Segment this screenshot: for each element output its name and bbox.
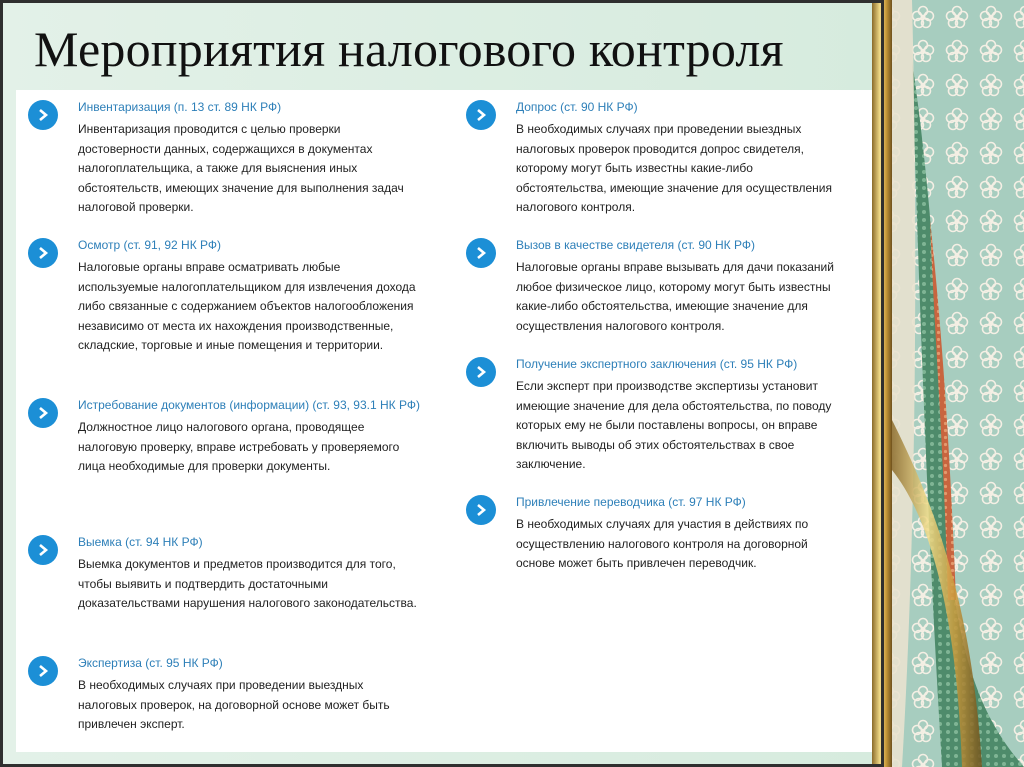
item-text: В необходимых случаях для участия в действиях по осуществлению налогового контроля на договорной основе может быть привлечен переводчик. — [516, 517, 809, 570]
item-text: В необходимых случаях при проведении выездных налоговых проверок проводится допрос свидетеля, которому могут быть известны какие-либо обстоятельства, имеющие значение для осуществления налогового контроля. — [516, 122, 832, 214]
chevron-right-icon — [28, 100, 58, 130]
item-title: Экспертиза (ст. 95 НК РФ) — [78, 656, 223, 670]
item-text: Если эксперт при производстве экспертизы установит имеющие значение для дела обстоятельства, по поводу которых ему не были поставлены вопросы, он вправе включить выводы об этих обстоятельствах в свое заключение. — [516, 379, 832, 471]
chevron-right-icon — [28, 535, 58, 565]
decorative-border — [872, 0, 1024, 767]
content-panel — [16, 90, 872, 752]
chevron-right-icon — [28, 398, 58, 428]
list-item — [26, 533, 421, 654]
item-title: Вызов в качестве свидетеля (ст. 90 НК РФ) — [516, 238, 755, 252]
item-text: В необходимых случаях при проведении выездных налоговых проверок, на договорной основе может быть привлечен эксперт. — [78, 678, 390, 731]
list-item — [464, 493, 844, 583]
item-title: Осмотр (ст. 91, 92 НК РФ) — [78, 238, 222, 252]
list-item — [464, 355, 844, 493]
chevron-right-icon — [28, 238, 58, 268]
item-title: Получение экспертного заключения (ст. 95 НК РФ) — [516, 357, 798, 371]
chevron-right-icon — [28, 656, 58, 686]
list-item — [464, 98, 844, 236]
page-title: Мероприятия налогового контроля — [34, 21, 784, 77]
chevron-right-icon — [466, 238, 496, 268]
item-title: Допрос (ст. 90 НК РФ) — [516, 100, 638, 114]
list-item — [26, 654, 421, 744]
item-title: Привлечение переводчика (ст. 97 НК РФ) — [516, 495, 746, 509]
item-title: Истребование документов (информации) (ст. 93, 93.1 НК РФ) — [78, 398, 420, 412]
left-column — [26, 98, 421, 744]
right-column — [464, 98, 844, 583]
item-text: Налоговые органы вправе осматривать любые используемые налогоплательщиком для извлечения дохода либо связанные с содержанием объектов налогообложения независимо от места их нахождения производственные, складские, торговые и иные помещения и территории. — [78, 260, 416, 352]
list-item — [26, 98, 421, 236]
list-item — [464, 236, 844, 355]
list-item — [26, 236, 421, 396]
list-item — [26, 396, 421, 533]
chevron-right-icon — [466, 495, 496, 525]
decorative-pattern — [872, 0, 1024, 767]
item-text: Инвентаризация проводится с целью проверки достоверности данных, содержащихся в документах налогоплательщика, а также для выяснения иных обстоятельств, имеющих значение для выполнения задач налоговой проверки. — [78, 122, 404, 214]
item-text: Налоговые органы вправе вызывать для дачи показаний любое физическое лицо, которому могут быть известны какие-либо обстоятельства, имеющие значение для осуществления налогового контроля. — [516, 260, 834, 333]
item-title: Выемка (ст. 94 НК РФ) — [78, 535, 203, 549]
chevron-right-icon — [466, 357, 496, 387]
item-text: Выемка документов и предметов производится для того, чтобы выявить и подтвердить достаточными доказательствами нарушения налогового законодательства. — [78, 557, 417, 610]
item-title: Инвентаризация (п. 13 ст. 89 НК РФ) — [78, 100, 282, 114]
item-text: Должностное лицо налогового органа, проводящее налоговую проверку, вправе истребовать у проверяемого лица необходимые для проверки документы. — [78, 420, 400, 473]
chevron-right-icon — [466, 100, 496, 130]
